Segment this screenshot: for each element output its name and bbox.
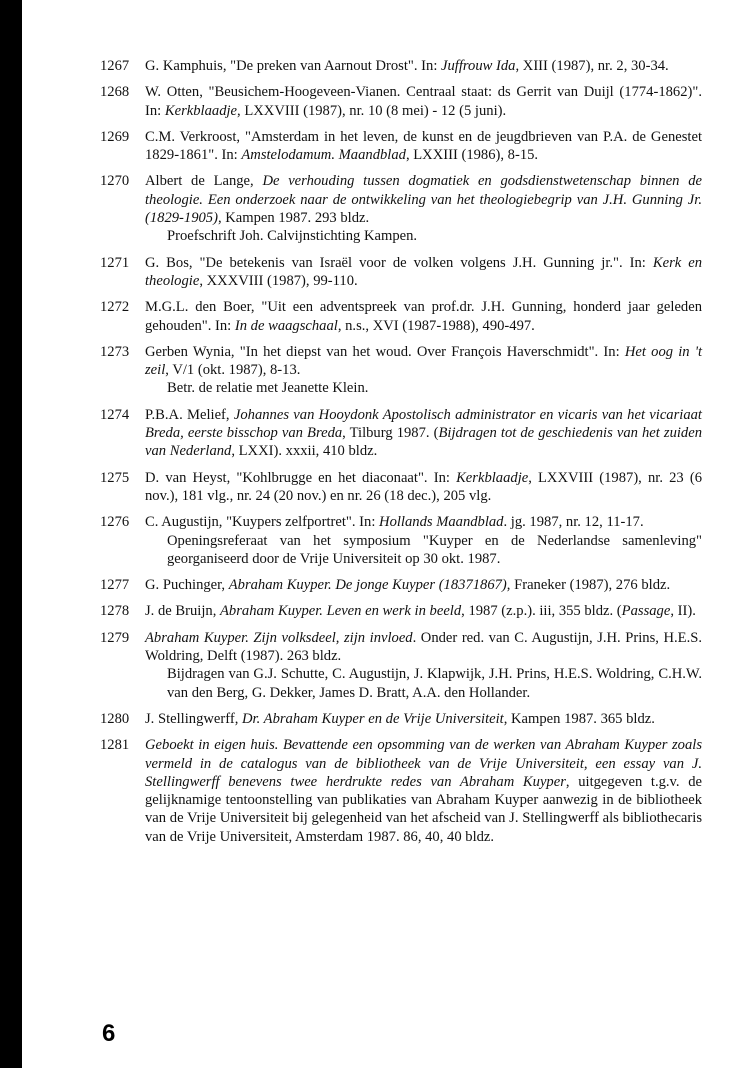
entry-text-segment: G. Bos, "De betekenis van Israël voor de volken volgens J.H. Gunning jr.". In: [145,254,653,271]
entry-text-segment: , LXXVIII (1987), nr. 10 (8 mei) - 12 (5 juni). [237,102,507,119]
entry-text-segment: Gerben Wynia, "In het diepst van het woud. Over François Haverschmidt". In: [145,343,625,360]
entry-note: Proefschrift Joh. Calvijnstichting Kampen. [167,228,418,245]
entry-note: Betr. de relatie met Jeanette Klein. [167,380,369,397]
entry-number: 1281 [100,737,130,754]
entry-text [145,602,702,620]
scan-black-edge [0,0,22,1068]
entry-text-segment: P.B.A. Melief, [145,406,234,423]
entry-number: 1273 [100,343,130,360]
entry-text [145,576,702,594]
entry-title-italic: Abraham Kuyper. Zijn volksdeel, zijn invloed [145,629,413,646]
entry-text [145,629,702,702]
entry-note: Openingsreferaat van het symposium "Kuyper en de Nederlandse samenleving" georganiseerd door de Vrije Universiteit op 30 okt. 1987. [167,532,702,567]
entry-title-italic: De verhouding tussen dogmatiek en godsdienstwetenschap binnen de theologie. Een onderzoek naar de ontwikkeling van het theologiebegrip van J.H. Gunning Jr. (1829-1905) [145,173,702,227]
entry-text [145,736,702,846]
entry-text-segment: J. de Bruijn, [145,603,220,620]
entry-text-segment: G. Kamphuis, "De preken van Aarnout Drost". In: [145,58,442,74]
entry-number: 1280 [100,710,130,727]
entry-number: 1276 [100,514,130,531]
entry-title-italic: Kerkblaadje [456,469,529,486]
bibliography-entry [100,343,702,398]
entry-title-italic: Geboekt in eigen huis. Bevattende een opsomming van de werken van Abraham Kuyper zoals vermeld in de catalogus van de bibliotheek van de Vrije Universiteit, een essay van J. Stellingwerff benevens twee herdrukte redes van Abraham Kuyper [145,737,702,790]
entry-text-segment: , Tilburg 1987. ( [342,425,439,442]
entry-text [145,298,702,335]
bibliography-entry [100,602,702,620]
entry-title-italic: Abraham Kuyper. Leven en werk in beeld [220,603,462,620]
bibliography-entry [100,172,702,245]
entry-text [145,710,702,728]
bibliography-list [100,57,702,854]
entry-note: Bijdragen van G.J. Schutte, C. Augustijn, J. Klapwijk, J.H. Prins, H.E.S. Woldring, C.H.W. van den Berg, G. Dekker, James D. Bratt, A.A. den Hollander. [167,666,702,701]
entry-text-segment: M.G.L. den Boer, "Uit een adventspreek van prof.dr. J.H. Gunning, honderd jaar geleden gehouden". In: [145,299,702,334]
entry-title-italic: Johannes van Hooydonk Apostolisch administrator en vicaris van het vicariaat Breda, eerste bisschop van Breda [145,406,702,442]
bibliography-entry [100,298,702,335]
entry-number: 1267 [100,58,130,74]
entry-number: 1275 [100,469,130,486]
entry-title-italic: Juffrouw Ida [441,58,516,74]
entry-number: 1274 [100,406,130,423]
entry-number: 1277 [100,577,130,594]
entry-text-segment: W. Otten, "Beusichem-Hoogeveen-Vianen. Centraal staat: ds Gerrit van Duijl (1774-1862)". In: [145,84,702,119]
entry-text-segment: C. Augustijn, "Kuypers zelfportret". In: [145,514,380,531]
entry-text [145,406,702,461]
entry-text-segment: , LXXVIII (1987), nr. 23 (6 nov.), 181 vlg., nr. 24 (20 nov.) en nr. 26 (18 dec.), 205 vlg. [145,469,702,504]
entry-text [145,172,702,245]
bibliography-entry [100,736,702,846]
entry-text-segment: C.M. Verkroost, "Amsterdam in het leven, de kunst en de jeugdbrieven van P.A. de Genestet 1829-1861". In: [145,128,702,164]
entry-text [145,513,702,568]
bibliography-entry [100,57,702,75]
entry-title-italic: Dr. Abraham Kuyper en de Vrije Universiteit [242,710,504,727]
entry-text [145,57,702,75]
entry-text [145,343,702,398]
entry-number: 1279 [100,629,130,646]
entry-text [145,469,702,506]
entry-number: 1272 [100,299,130,316]
entry-text-segment: , n.s., XVI (1987-1988), 490-497. [337,317,535,334]
entry-text-segment: , XXXVIII (1987), 99-110. [199,272,358,289]
bibliography-entry [100,576,702,594]
entry-text-segment: , uitgegeven t.g.v. de gelijknamige tentoonstelling van publikaties van Abraham Kuyper aanwezig in de bibliotheek van de Vrije Universiteit bij gelegenheid van het afscheid van J. Stellingwerff als bibliothecaris van de Vrije Universiteit, Amsterdam 1987. 86, 40, 40 bldz. [145,773,703,845]
entry-title-italic: Het oog in 't zeil [145,343,703,379]
entry-text-segment: , Kampen 1987. 365 bldz. [503,710,655,727]
entry-text-segment: , V/1 (okt. 1987), 8-13. [165,362,301,379]
entry-title-italic: Kerk en theologie [145,254,702,289]
entry-title-italic: Passage [621,603,671,620]
bibliography-entry [100,83,702,120]
bibliography-entry [100,128,702,165]
entry-title-italic: Hollands Maandblad [379,514,504,531]
entry-title-italic: Abraham Kuyper. De jonge Kuyper (18371867) [228,577,507,594]
entry-text [145,254,702,291]
bibliography-entry [100,629,702,702]
entry-text-segment: . Onder red. van C. Augustijn, J.H. Prins, H.E.S. Woldring, Delft (1987). 263 bldz. [145,629,702,665]
entry-number: 1271 [100,254,130,271]
entry-text-segment: , LXXIII (1986), 8-15. [405,147,539,164]
entry-title-italic: In de waagschaal [234,317,338,334]
entry-text-segment: D. van Heyst, "Kohlbrugge en het diaconaat". In: [145,469,457,486]
entry-title-italic: Kerkblaadje [164,102,238,119]
entry-text-segment: G. Puchinger, [145,577,229,594]
entry-text-segment: . jg. 1987, nr. 12, 11-17. [503,514,644,531]
entry-number: 1278 [100,603,130,620]
bibliography-entry [100,513,702,568]
bibliography-entry [100,469,702,506]
entry-text [145,128,702,165]
entry-text-segment: J. Stellingwerff, [145,710,243,727]
entry-number: 1268 [100,84,130,101]
entry-title-italic: Amstelodamum. Maandblad [241,147,406,164]
bibliography-entry [100,254,702,291]
entry-text-segment: , XIII (1987), nr. 2, 30-34. [515,58,669,74]
entry-title-italic: Bijdragen tot de geschiedenis van het zuiden van Nederland [145,425,702,460]
entry-text-segment: , 1987 (z.p.). iii, 355 bldz. ( [461,603,622,620]
entry-text-segment: , Kampen 1987. 293 bldz. [217,210,370,227]
entry-text-segment: Albert de Lange, [145,173,263,190]
bibliography-entry [100,710,702,728]
entry-number: 1270 [100,173,130,190]
entry-text [145,83,702,120]
entry-number: 1269 [100,128,130,145]
entry-text-segment: , Franeker (1987), 276 bldz. [506,577,671,594]
entry-text-segment: , LXXI). xxxii, 410 bldz. [231,443,378,460]
page-number: 6 [102,1020,116,1047]
entry-text-segment: , II). [670,603,696,620]
bibliography-entry [100,406,702,461]
